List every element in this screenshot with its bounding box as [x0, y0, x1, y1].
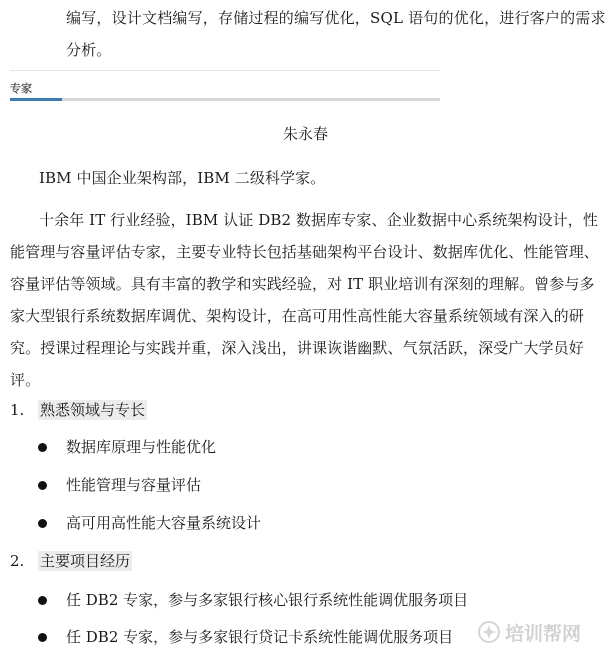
list-item	[38, 510, 261, 536]
expert-name: 朱永春	[282, 125, 328, 143]
watermark	[477, 617, 607, 647]
list-number: 1.	[10, 401, 25, 419]
section-header	[10, 70, 440, 103]
list-heading-text: 熟悉领域与专长	[40, 401, 146, 419]
bullet-icon	[38, 481, 47, 490]
list-item	[38, 624, 453, 650]
list-item-text: 数据库原理与性能优化	[66, 438, 217, 456]
list-item-text: 任 DB2 专家，参与多家银行贷记卡系统性能调优服务项目	[66, 628, 454, 646]
list-item-text: 性能管理与容量评估	[66, 476, 202, 494]
list-item-text: 高可用高性能大容量系统设计	[66, 514, 262, 532]
bullet-icon	[38, 596, 47, 605]
list-item	[38, 434, 216, 460]
list-heading-text: 主要项目经历	[40, 552, 131, 570]
expert-title-line: IBM 中国企业架构部，IBM 二级科学家。	[39, 169, 326, 187]
list-heading-projects	[10, 548, 132, 574]
watermark-text: 培训帮网	[505, 622, 582, 645]
list-item	[38, 472, 201, 498]
section-title: 专家	[10, 82, 32, 95]
expert-bio: 十余年 IT 行业经验，IBM 认证 DB2 数据库专家、企业数据中心系统架构设计，性能管理与容量评估专家，主要专业特长包括基础架构平台设计、数据库优化、性能管理、容量评估等领域。具有丰富的教学和实践经验，对 IT 职业培训有深刻的理解。曾参与多家大型银行系统数据库调优、架构设计，在高可用性高性能大容量系统领域有深入的研究。授课过程理论与实践并重，深入浅出，讲课诙谐幽默、气氛活跃，深受广大学员好评。	[10, 211, 599, 389]
list-heading-expertise	[10, 397, 147, 423]
list-item-text: 任 DB2 专家，参与多家银行核心银行系统性能调优服务项目	[66, 591, 469, 609]
intro-paragraph: 编写，设计文档编写，存储过程的编写优化，SQL 语句的优化，进行客户的需求分析。	[66, 9, 606, 59]
bullet-icon	[38, 519, 47, 528]
section-underline-accent	[10, 98, 62, 101]
section-underline	[10, 98, 440, 101]
list-number: 2.	[10, 552, 25, 570]
bullet-icon	[38, 443, 47, 452]
list-item	[38, 587, 468, 613]
sparkle-icon	[477, 620, 501, 644]
bullet-icon	[38, 633, 47, 642]
